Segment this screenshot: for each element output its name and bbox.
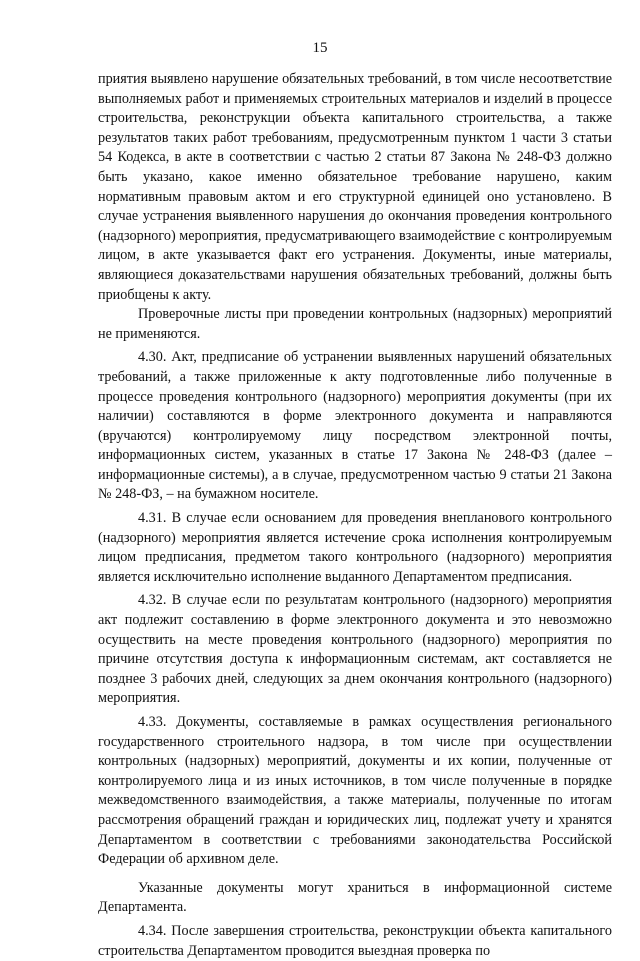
paragraph-4-32: 4.32. В случае если по результатам контрольного (надзорного) мероприятия акт подлежит составлению в форме электронного документа и это невозможно осуществить на месте проведения контрольного (надзорного) мероприятия по причине отсутствия доступа к информационным системам, акт составляется не позднее 3 рабочих дней, следующих за днем окончания контрольного (надзорного) мероприятия. — [98, 592, 612, 707]
paragraph-continuation: приятия выявлено нарушение обязательных требований, в том числе несоответствие выполняемых работ и применяемых строительных материалов и изделий в процессе строительства, реконструкции объекта капитального строительства, а также результатов таких работ требованиям, предусмотренным пунктом 1 части 3 статьи 54 Кодекса, в акте в соответствии с частью 2 статьи 87 Закона № 248-ФЗ должно быть указано, какое именно обязательное требование нарушено, каким нормативным правовым актом и его структурной единицей оно установлено. В случае устранения выявленного нарушения до окончания проведения контрольного (надзорного) мероприятия, предусматривающего взаимодействие с контролируемым лицом, в акте указывается факт его устранения. Документы, иные материалы, являющиеся доказательствами нарушения обязательных требований, должны быть приобщены к акту. — [98, 71, 612, 303]
paragraph-4-31: 4.31. В случае если основанием для проведения внепланового контрольного (надзорного) мероприятия является истечение срока исполнения контролируемым лицом предписания, предметом такого контрольного (надзорного) мероприятия является исключительно исполнение выданного Департаментом предписания. — [98, 510, 612, 585]
document-body — [98, 70, 612, 961]
paragraph-storage: Указанные документы могут храниться в информационной системе Департамента. — [98, 879, 612, 916]
paragraph-checklists: Проверочные листы при проведении контрольных (надзорных) мероприятий не применяются. — [98, 306, 612, 342]
paragraph-4-33: 4.33. Документы, составляемые в рамках осуществления регионального государственного строительного надзора, в том числе при осуществлении контрольных (надзорных) мероприятий, документы и их копии, полученные от контролируемого лица и из иных источников, в том числе полученные в порядке межведомственного взаимодействия, а также материалы, полученные по итогам рассмотрения обращений граждан и юридических лиц, подлежат учету и хранятся Департаментом в соответствии с требованиями законодательства Российской Федерации об архивном деле. — [98, 714, 612, 868]
paragraph-4-30: 4.30. Акт, предписание об устранении выявленных нарушений обязательных требований, а также приложенные к акту подготовленные либо полученные в процессе проведения контрольного (надзорного) мероприятия документы (при их наличии) составляются в форме электронного документа и направляются (вручаются) контролируемому лицу посредством электронной почты, информационных систем, указанных в статье 17 Закона № 248-ФЗ (далее – информационные системы), а в случае, предусмотренном частью 9 статьи 21 Закона № 248-ФЗ, – на бумажном носителе. — [98, 349, 612, 503]
paragraph-4-34: 4.34. После завершения строительства, реконструкции объекта капитального строительства Департаментом проводится выездная проверка по — [98, 922, 612, 959]
page-number: 15 — [312, 40, 328, 56]
